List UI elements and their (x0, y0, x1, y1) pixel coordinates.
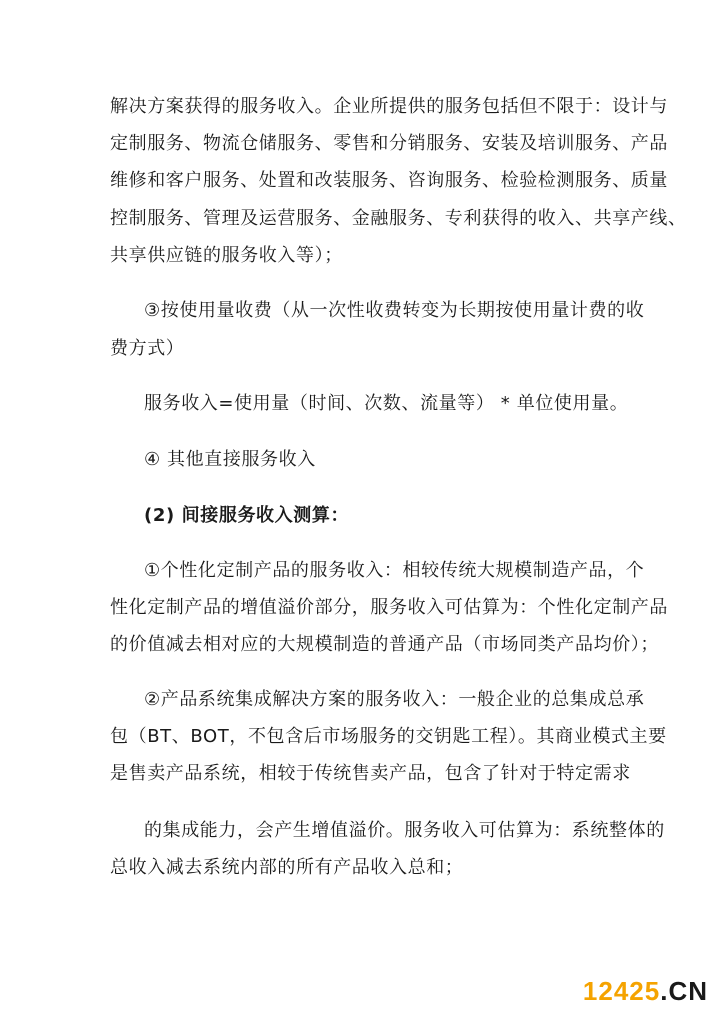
site-watermark-logo (583, 978, 708, 1004)
watermark-number: 12425 (582, 976, 661, 1006)
formula-line: 服务收入=使用量（时间、次数、流量等） * 单位使用量。 (144, 393, 629, 414)
text-line: ①个性化定制产品的服务收入：相较传统大规模制造产品，个 (144, 560, 645, 581)
text-line: 定制服务、物流仓储服务、零售和分销服务、安装及培训服务、产品 (110, 133, 668, 154)
text-line: 维修和客户服务、处置和改装服务、咨询服务、检验检测服务、质量 (110, 170, 668, 191)
text-line: 性化定制产品的增值溢价部分，服务收入可估算为：个性化定制产品 (110, 597, 668, 618)
text-line: 共享供应链的服务收入等）； (110, 245, 343, 266)
section-heading: (2) 间接服务收入测算： (144, 505, 350, 526)
text-line: 是售卖产品系统，相较于传统售卖产品，包含了针对于特定需求 (110, 763, 631, 784)
text-line: 控制服务、管理及运营服务、金融服务、专利获得的收入、共享产线、 (110, 208, 687, 229)
watermark-domain: .CN (660, 976, 708, 1006)
text-line: 费方式） (110, 338, 185, 359)
text-line: 的集成能力，会产生增值溢价。服务收入可估算为：系统整体的 (144, 820, 665, 841)
text-line: 解决方案获得的服务收入。企业所提供的服务包括但不限于：设计与 (110, 96, 668, 117)
text-line: 总收入减去系统内部的所有产品收入总和； (110, 857, 464, 878)
text-line: ④ 其他直接服务收入 (144, 449, 316, 470)
text-line: 的价值减去相对应的大规模制造的普通产品（市场同类产品均价）； (110, 634, 659, 655)
text-line: 包（BT、BOT，不包含后市场服务的交钥匙工程）。其商业模式主要 (110, 726, 667, 747)
text-line: ②产品系统集成解决方案的服务收入：一般企业的总集成总承 (144, 689, 645, 710)
text-line: ③按使用量收费（从一次性收费转变为长期按使用量计费的收 (144, 300, 645, 321)
